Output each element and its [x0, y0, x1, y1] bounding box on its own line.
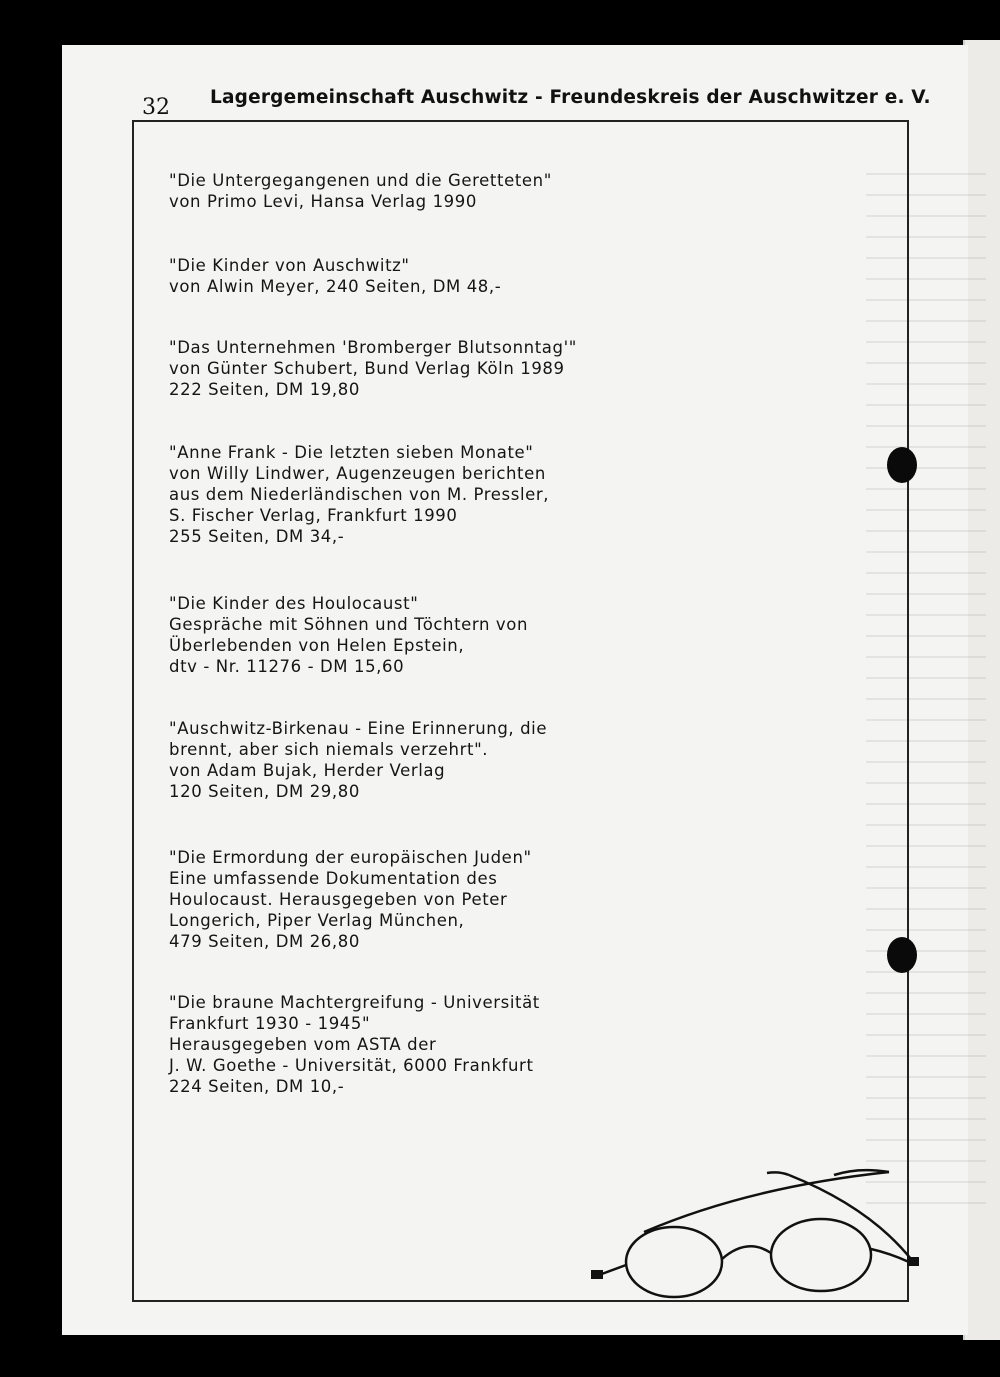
book-entry — [169, 718, 547, 802]
punch-hole — [887, 937, 917, 973]
book-entry — [169, 170, 552, 212]
page-header-title: Lagergemeinschaft Auschwitz - Freundeskreis der Auschwitzer e. V. — [210, 87, 931, 108]
entry-line: von Adam Bujak, Herder Verlag — [169, 761, 446, 780]
entry-line: Houlocaust. Herausgegeben von Peter — [169, 890, 508, 909]
entry-line: "Die Kinder des Houlocaust" — [169, 594, 419, 613]
entry-line: brennt, aber sich niemals verzehrt". — [169, 740, 489, 759]
entry-line: 255 Seiten, DM 34,- — [169, 527, 345, 546]
entry-line: von Primo Levi, Hansa Verlag 1990 — [169, 192, 477, 211]
book-list-frame — [132, 120, 909, 1302]
book-entry — [169, 442, 549, 547]
entry-line: Überlebenden von Helen Epstein, — [169, 636, 465, 655]
entry-line: 120 Seiten, DM 29,80 — [169, 782, 360, 801]
entry-line: S. Fischer Verlag, Frankfurt 1990 — [169, 506, 458, 525]
entry-line: Eine umfassende Dokumentation des — [169, 869, 498, 888]
entry-line: Longerich, Piper Verlag München, — [169, 911, 465, 930]
eyeglasses-icon — [589, 1167, 929, 1317]
entry-line: Herausgegeben vom ASTA der — [169, 1035, 437, 1054]
entry-line: "Die braune Machtergreifung - Universität — [169, 993, 540, 1012]
book-entry — [169, 255, 501, 297]
entry-line: "Auschwitz-Birkenau - Eine Erinnerung, die — [169, 719, 548, 738]
entry-line: Gespräche mit Söhnen und Töchtern von — [169, 615, 529, 634]
entry-line: "Das Unternehmen 'Bromberger Blutsonntag'" — [169, 338, 577, 357]
entry-line: von Alwin Meyer, 240 Seiten, DM 48,- — [169, 277, 502, 296]
book-entry — [169, 847, 532, 952]
entry-line: aus dem Niederländischen von M. Pressler, — [169, 485, 550, 504]
book-entry — [169, 992, 540, 1097]
entry-line: 479 Seiten, DM 26,80 — [169, 932, 360, 951]
book-entry — [169, 337, 577, 400]
entry-line: "Anne Frank - Die letzten sieben Monate" — [169, 443, 534, 462]
entry-line: "Die Ermordung der europäischen Juden" — [169, 848, 532, 867]
entry-line: J. W. Goethe - Universität, 6000 Frankfurt — [169, 1056, 534, 1075]
book-entry — [169, 593, 528, 677]
punch-hole — [887, 447, 917, 483]
page-number: 32 — [142, 95, 170, 120]
entry-line: "Die Kinder von Auschwitz" — [169, 256, 410, 275]
entry-line: von Günter Schubert, Bund Verlag Köln 1989 — [169, 359, 565, 378]
entry-line: 222 Seiten, DM 19,80 — [169, 380, 360, 399]
entry-line: von Willy Lindwer, Augenzeugen berichten — [169, 464, 546, 483]
entry-line: "Die Untergegangenen und die Geretteten" — [169, 171, 552, 190]
entry-line: Frankfurt 1930 - 1945" — [169, 1014, 371, 1033]
entry-line: 224 Seiten, DM 10,- — [169, 1077, 345, 1096]
document-page — [62, 45, 968, 1335]
entry-line: dtv - Nr. 11276 - DM 15,60 — [169, 657, 405, 676]
